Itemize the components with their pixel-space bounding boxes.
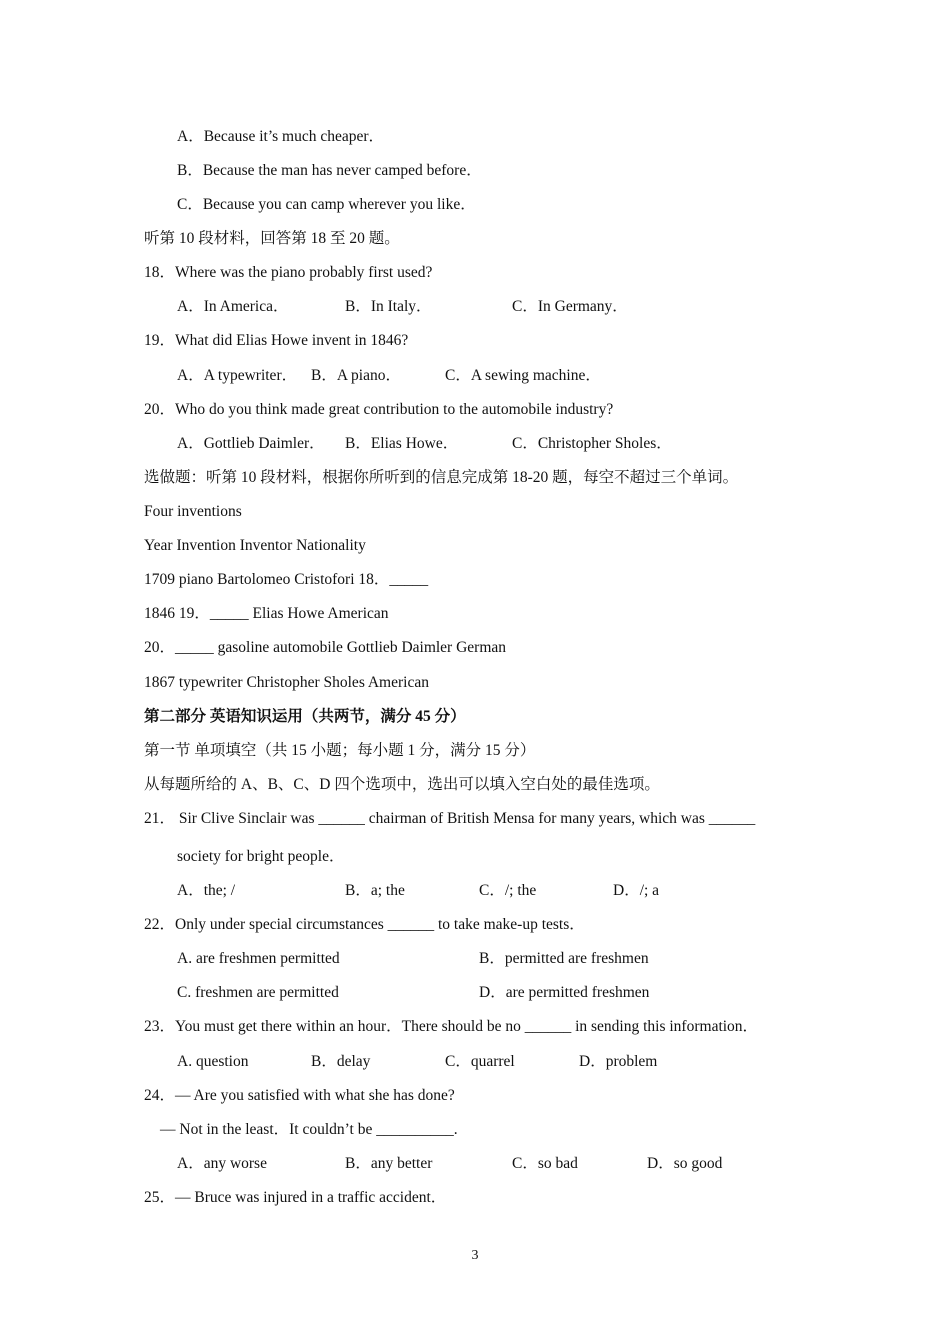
- q24-option-b: B．any better: [345, 1155, 433, 1172]
- q23-option-d: D．problem: [579, 1053, 658, 1070]
- optional-intro: 选做题：听第 10 段材料，根据你所听到的信息完成第 18-20 题，每空不超过三个单词。: [144, 469, 739, 486]
- page-number: 3: [471, 1248, 479, 1263]
- q21-stem-cont: society for bright people．: [177, 848, 345, 865]
- q20-option-a: A．Gottlieb Daimler．: [177, 435, 325, 452]
- q24-stem: 24．— Are you satisfied with what she has done?: [144, 1087, 455, 1104]
- q21-option-a: A．the; /: [177, 882, 236, 899]
- q22-option-a: A. are freshmen permitted: [177, 950, 340, 967]
- q23-option-c: C．quarrel: [445, 1053, 515, 1070]
- q19-option-c: C．A sewing machine．: [445, 367, 601, 384]
- q22-option-d: D．are permitted freshmen: [479, 984, 650, 1001]
- q17-option-c: C．Because you can camp wherever you like．: [177, 196, 476, 213]
- q20-stem: 20．Who do you think made great contribution to the automobile industry?: [144, 401, 614, 418]
- q24-option-a: A．any worse: [177, 1155, 267, 1172]
- q19-option-a: A．A typewriter．: [177, 367, 298, 384]
- part2-section1: 第一节 单项填空（共 15 小题；每小题 1 分，满分 15 分）: [144, 742, 536, 759]
- q18-option-a: A．In America．: [177, 298, 289, 315]
- inventions-title: Four inventions: [144, 503, 242, 520]
- q21-option-c: C．/; the: [479, 882, 537, 899]
- q21-stem: 21． Sir Clive Sinclair was ______ chairman of British Mensa for many years, which was ______: [144, 810, 756, 827]
- inventions-row: 1867 typewriter Christopher Sholes American: [144, 674, 429, 691]
- inventions-header: Year Invention Inventor Nationality: [144, 537, 366, 554]
- q24-stem-cont: — Not in the least．It couldn’t be __________.: [160, 1121, 458, 1138]
- q17-option-a: A．Because it’s much cheaper．: [177, 128, 385, 145]
- q24-option-d: D．so good: [647, 1155, 723, 1172]
- q18-stem: 18．Where was the piano probably first used?: [144, 264, 433, 281]
- q18-option-c: C．In Germany．: [512, 298, 628, 315]
- q21-option-d: D．/; a: [613, 882, 660, 899]
- part2-instructions: 从每题所给的 A、B、C、D 四个选项中，选出可以填入空白处的最佳选项。: [144, 776, 660, 793]
- q20-option-c: C．Christopher Sholes．: [512, 435, 672, 452]
- q22-option-c: C. freshmen are permitted: [177, 984, 339, 1001]
- q23-option-a: A. question: [177, 1053, 249, 1070]
- q20-option-b: B．Elias Howe．: [345, 435, 459, 452]
- q24-option-c: C．so bad: [512, 1155, 578, 1172]
- q17-option-b: B．Because the man has never camped before．: [177, 162, 482, 179]
- inventions-row: 1709 piano Bartolomeo Cristofori 18．_____: [144, 571, 429, 588]
- section-10-intro: 听第 10 段材料，回答第 18 至 20 题。: [144, 230, 400, 247]
- q23-option-b: B．delay: [311, 1053, 371, 1070]
- q19-option-b: B．A piano．: [311, 367, 401, 384]
- q23-stem: 23．You must get there within an hour．There should be no ______ in sending this information．: [144, 1018, 759, 1035]
- q22-option-b: B．permitted are freshmen: [479, 950, 649, 967]
- q18-option-b: B．In Italy．: [345, 298, 432, 315]
- q25-stem: 25．— Bruce was injured in a traffic accident．: [144, 1189, 447, 1206]
- q21-option-b: B．a; the: [345, 882, 405, 899]
- q22-stem: 22．Only under special circumstances ______ to take make-up tests．: [144, 916, 585, 933]
- part2-title: 第二部分 英语知识运用（共两节，满分 45 分）: [144, 708, 466, 725]
- q19-stem: 19．What did Elias Howe invent in 1846?: [144, 332, 409, 349]
- inventions-row: 20．_____ gasoline automobile Gottlieb Daimler German: [144, 639, 507, 656]
- inventions-row: 1846 19．_____ Elias Howe American: [144, 605, 389, 622]
